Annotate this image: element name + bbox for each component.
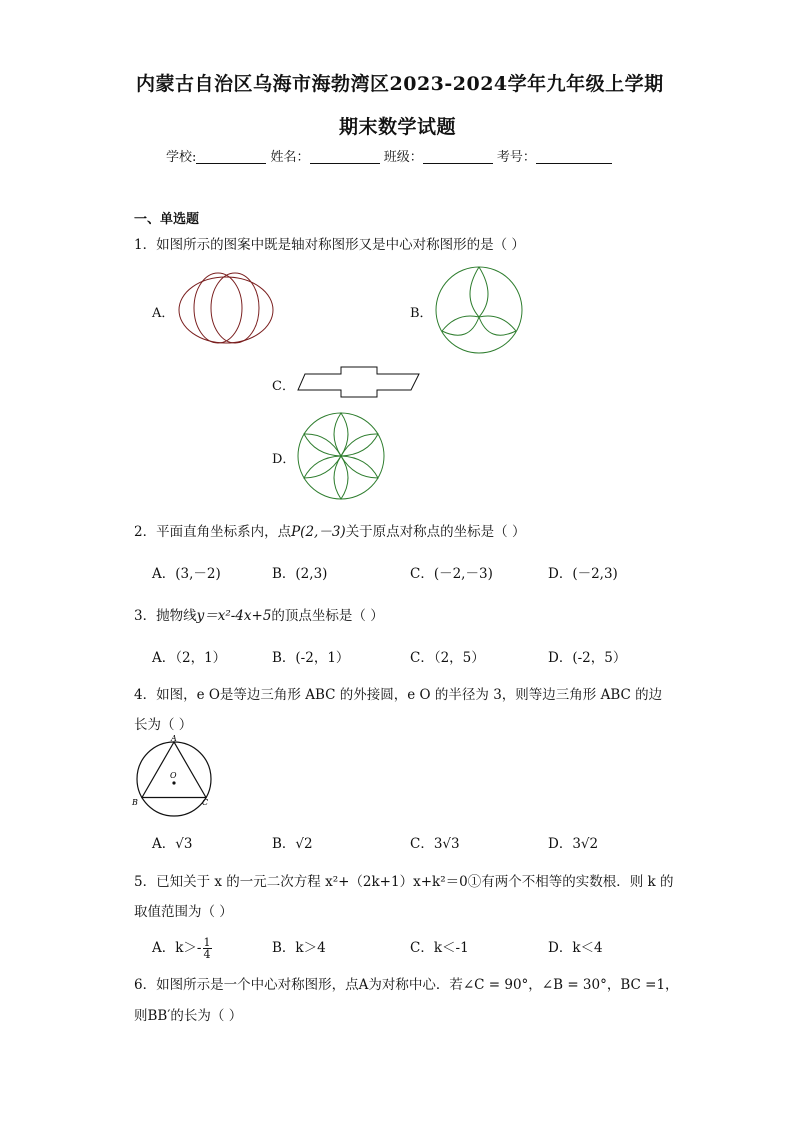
vertex-label-a: A: [171, 734, 177, 743]
q2-option-d: D．(－2,3): [548, 566, 618, 582]
q2-option-a: A．(3,－2): [152, 566, 221, 582]
q3-option-c: C．（2，5）: [410, 650, 485, 666]
q4-option-d: D．3√2: [548, 836, 599, 852]
q5-option-d: D．k＜4: [548, 940, 603, 956]
q5-stem-line1: 5．已知关于 x 的一元二次方程 x²+（2k+1）x+k²＝0①有两个不相等的实数根．则 k 的: [134, 874, 674, 890]
section-heading: 一、单选题: [134, 212, 200, 227]
center-point-o: [172, 781, 175, 784]
q6-stem-line1: 6．如图所示是一个中心对称图形，点A为对称中心．若∠C = 90°，∠B = 30°，BC =1，: [134, 977, 679, 993]
q1-stem: 1．如图所示的图案中既是轴对称图形又是中心对称图形的是（ ）: [134, 237, 525, 253]
q4-option-a: A．√3: [152, 836, 193, 852]
equilateral-triangle: [142, 742, 206, 798]
q3-suffix: 的顶点坐标是（ ）: [271, 608, 384, 624]
fig-b-petal-top: [470, 267, 488, 317]
q3-prefix: 3．抛物线: [134, 608, 197, 624]
fig-d-petal-0: [334, 413, 348, 456]
q4-stem-line1: 4．如图，e O是等边三角形 ABC 的外接圆，e O 的半径为 3，则等边三角形 ABC 的边: [134, 687, 663, 703]
fraction-denominator: 4: [203, 948, 211, 961]
fig-b-petal-right: [479, 316, 516, 335]
fig-b-petal-left: [442, 316, 479, 335]
page-title-line1: 内蒙古自治区乌海市海勃湾区2023-2024学年九年级上学期: [136, 73, 664, 95]
exam-number-label: 考号：: [496, 150, 536, 165]
q2-prefix: 2．平面直角坐标系内，点: [134, 524, 292, 540]
vertex-label-c: C: [202, 798, 209, 807]
q5-option-a-fraction: [203, 937, 212, 960]
q1-option-a-label: A．: [152, 306, 175, 321]
q5-option-a: [152, 936, 212, 960]
student-info-row: [166, 146, 612, 165]
name-field[interactable]: [310, 149, 380, 164]
q4-option-c: C．3√3: [410, 836, 460, 852]
q5-option-a-prefix: A．k＞-: [152, 940, 202, 956]
q1-option-b-label: B．: [410, 306, 433, 321]
vertex-label-b: B: [132, 798, 138, 807]
q4-option-b: B．√2: [272, 836, 313, 852]
q2-option-b: B．(2,3): [272, 566, 328, 582]
q2-point: P(2,－3): [291, 524, 346, 540]
q2-option-c: C．(－2,－3): [410, 566, 493, 582]
q5-option-b: B．k＞4: [272, 940, 326, 956]
page-title-line2: 期末数学试题: [339, 116, 457, 138]
fig-b-outer-circle: [436, 267, 522, 353]
q1-figure-c: [297, 366, 421, 398]
exam-number-field[interactable]: [536, 149, 612, 164]
q2-stem: [134, 520, 525, 540]
q5-stem-line2: 取值范围为（ ）: [134, 904, 233, 920]
q3-option-b: B．(-2，1）: [272, 650, 350, 666]
q1-figure-d: [297, 412, 385, 500]
q1-option-c-label: C．: [272, 379, 295, 394]
q2-suffix: 关于原点对称点的坐标是（ ）: [345, 524, 526, 540]
class-label: 班级：: [383, 150, 423, 165]
q5-option-c: C．k＜-1: [410, 940, 469, 956]
fig-c-badge-shape: [298, 367, 419, 397]
school-field[interactable]: [196, 149, 266, 164]
q1-figure-a: [178, 270, 276, 350]
q3-option-d: D．(-2，5）: [548, 650, 627, 666]
school-label: 学校:: [166, 150, 197, 165]
class-field[interactable]: [423, 149, 493, 164]
q3-stem: [134, 604, 384, 624]
q6-stem-line2: 则BB′的长为（ ）: [134, 1008, 243, 1024]
q3-expression: y＝x²-4x+5: [196, 608, 272, 624]
q4-figure-circle-triangle: [132, 736, 216, 812]
fraction-numerator: 1: [203, 936, 211, 949]
q1-figure-b: [435, 266, 523, 354]
q3-option-a: A．（2，1）: [152, 650, 227, 666]
center-label-o: O: [170, 771, 177, 780]
q4-stem-line2: 长为（ ）: [134, 717, 193, 733]
q1-option-d-label: D．: [272, 452, 296, 467]
name-label: 姓名：: [270, 150, 310, 165]
